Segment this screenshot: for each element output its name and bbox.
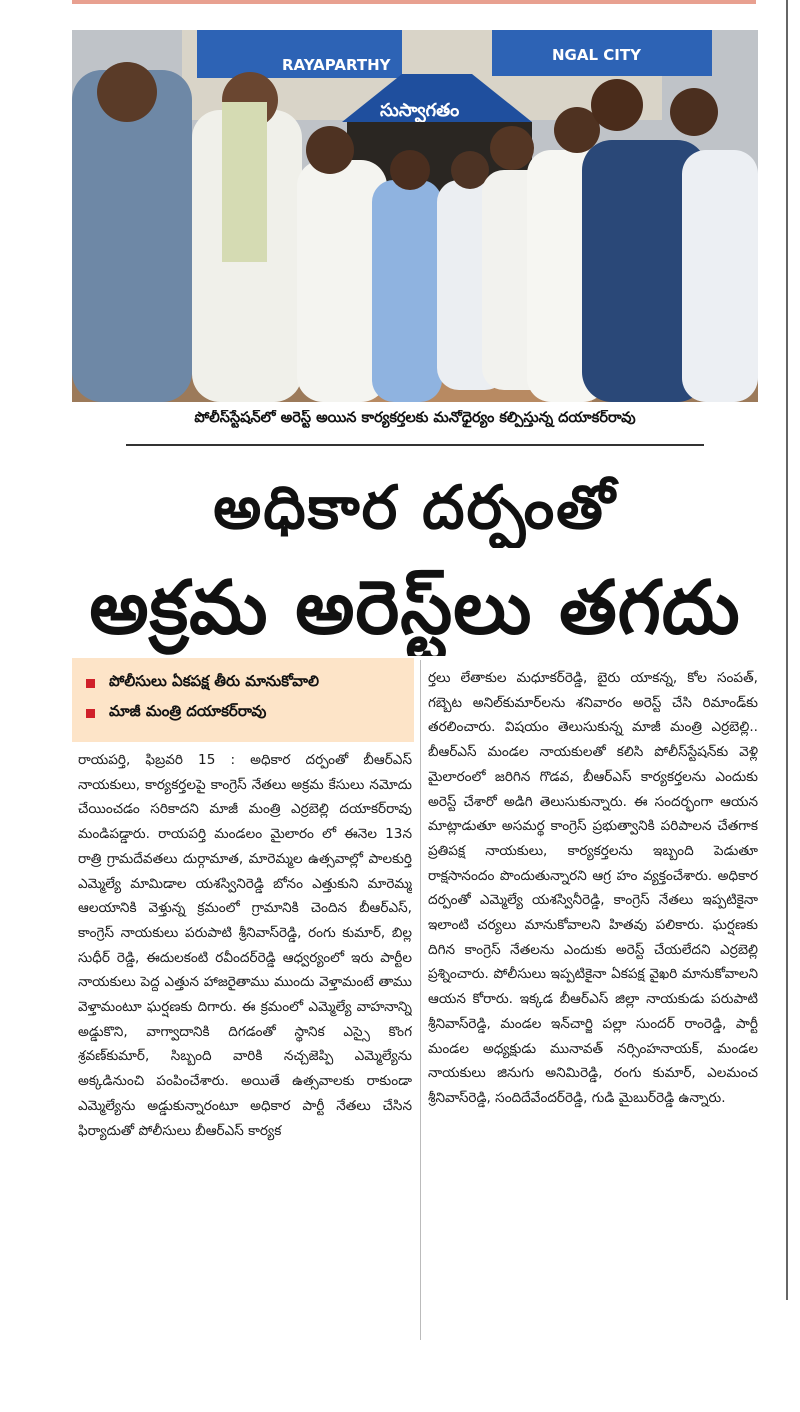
- headline-line-2: అక్రమ అరెస్ట్‌లు తగదు: [89, 565, 741, 651]
- sign-right-text: NGAL CITY: [552, 46, 641, 64]
- welcome-text: సుస్వాగతం: [380, 100, 460, 121]
- news-photo: [72, 30, 758, 402]
- column-divider: [420, 660, 421, 1340]
- highlight-text: పోలీసులు ఏకపక్ష తీరు మానుకోవాలి: [109, 672, 319, 690]
- highlight-item: [86, 668, 402, 698]
- article-body-left-column: రాయపర్తి, ఫిబ్రవరి 15 : అధికార దర్పంతో బీఆర్‌ఎస్‌ నాయకులు, కార్యకర్తలపై కాంగ్రెస్‌ నేతలు అక్రమ కేసులు నమోదు చేయించడం సరికాదని మాజీ మంత్రి ఎర్రబెల్లి దయాకర్‌రావు మండిపడ్డారు. రాయపర్తి మండలం మైలారం లో ఈనెల 13న రాత్రి గ్రామదేవతలు దుర్గామాత, మారెమ్మల ఉత్సవాల్లో పాలకుర్తి ఎమ్మెల్యే మామిడాల యశస్వినిరెడ్డి బోనం ఎత్తుకుని మారెమ్మ ఆలయానికి వెళ్తున్న క్రమంలో గ్రామానికి చెందిన బీఆర్‌ఎస్‌, కాంగ్రెస్‌ నాయకులు పరుపాటి శ్రీనివాస్‌రెడ్డి, రంగు కుమార్‌, బిల్ల సుధీర్‌ రెడ్డి, ఈదులకంటి రవీందర్‌రెడ్డి ఆధ్వర్యంలో ఇరు పార్టీల నాయకులు పెద్ద ఎత్తున హాజరైతాము ముందు వెళ్తామంటే తాము వెళ్తామంటూ ఘర్షణకు దిగారు. ఈ క్రమంలో ఎమ్మెల్యే వాహనాన్ని అడ్డుకొని, వాగ్వాదానికి దిగడంతో స్థానిక ఎస్సై కొంగ శ్రవణ్‌కుమార్‌, సిబ్బంది వారికి నచ్చజెప్పి ఎమ్మెల్యేను అక్కడినుంచి పంపించేశారు. అయితే ఉత్సవాలకు రాకుండా ఎమ్మెల్యేను అడ్డుకున్నారంటూ అధికార పార్టీ నేతలు చేసిన ఫిర్యాదుతో పోలీసులు బీఆర్‌ఎస్‌ కార్యక: [78, 752, 412, 1139]
- highlight-item: [86, 698, 402, 728]
- top-rule: [72, 0, 756, 4]
- caption-underline: [126, 444, 704, 446]
- highlight-text: మాజీ మంత్రి దయాకర్‌రావు: [109, 702, 267, 720]
- page-edge-line: [786, 0, 788, 1300]
- headline-line-1: అధికార దర్పంతో: [213, 473, 617, 543]
- bullet-square-icon: [86, 679, 95, 688]
- photo-caption: పోలీస్‌స్టేషన్‌లో అరెస్ట్‌ అయిన కార్యకర్తలకు మనోధైర్యం కల్పిస్తున్న దయాకర్‌రావు: [194, 410, 636, 426]
- article-body-right-column: ర్తలు లేతాకుల మధూకర్‌రెడ్డి, బైరు యాకన్న, కోల సంపత్‌, గబ్బెట అనిల్‌కుమార్‌లను శనివారం అరెస్ట్‌ చేసి రిమాండ్‌కు తరలించారు. విషయం తెలుసుకున్న మాజీ మంత్రి ఎర్రబెల్లి.. బీఆర్‌ఎస్‌ మండల నాయకులతో కలిసి పోలీస్‌స్టేషన్‌కు వెళ్లి మైలారంలో జరిగిన గొడవ, బీఆర్‌ఎస్‌ కార్యకర్తలను ఎందుకు అరెస్ట్‌ చేశారో అడిగి తెలుసుకున్నారు. ఈ సందర్భంగా ఆయన మాట్లాడుతూ అసమర్థ కాంగ్రెస్‌ ప్రభుత్వానికి పరిపాలన చేతగాక ప్రతిపక్ష నాయకులు, కార్యకర్తలను ఇబ్బంది పెడుతూ రాక్షసానందం పొందుతున్నారని ఆగ్ర హం వ్యక్తంచేశారు. అధికార దర్పంతో ఎమ్మెల్యే యశస్వినీరెడ్డి, కాంగ్రెస్‌ నేతలు ఇప్పటికైనా ఇలాంటి చర్యలు మానుకోవాలని హితవు పలికారు. ఘర్షణకు దిగిన కాంగ్రెస్‌ నేతలను ఎందుకు అరెస్ట్‌ చేయలేదని ఎర్రబెల్లి ప్రశ్నించారు. పోలీసులు ఇప్పటికైనా ఏకపక్ష వైఖరి మానుకోవాలని ఆయన కోరారు. ఇక్కడ బీఆర్‌ఎస్‌ జిల్లా నాయకుడు పరుపాటి శ్రీనివాస్‌రెడ్డి, మండల ఇన్‌చార్జి పల్లా సుందర్‌ రాంరెడ్డి, పార్టీ మండల అధ్యక్షుడు మునావత్‌ నర్సింహనాయక్‌, మండల నాయకులు జినుగు అనిమిరెడ్డి, రంగు కుమార్‌, ఎలమంచ శ్రీనివాస్‌రెడ్డి, సందిదేవేందర్‌రెడ్డి, గుడి మైబుర్‌రెడ్డి ఉన్నారు.: [428, 670, 758, 1106]
- news-photo-illustration: [72, 30, 758, 402]
- sign-left-text: RAYAPARTHY: [282, 56, 391, 74]
- bullet-square-icon: [86, 709, 95, 718]
- highlights-box: [72, 658, 414, 742]
